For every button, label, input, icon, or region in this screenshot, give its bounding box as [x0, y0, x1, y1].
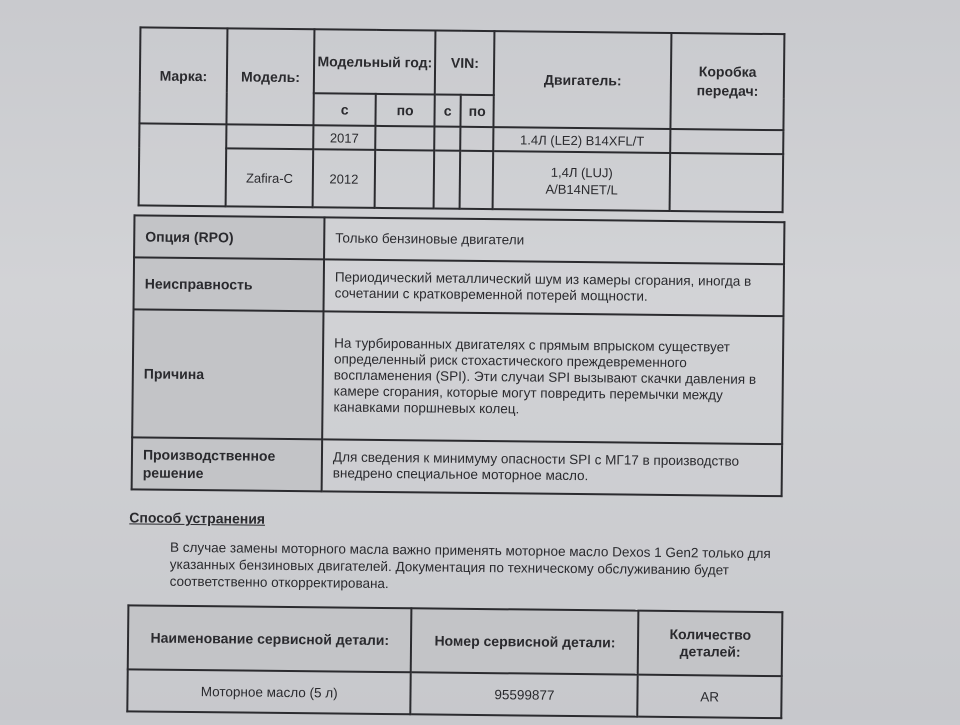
- table-row-1-year-to: [375, 126, 435, 151]
- part-qty: AR: [638, 675, 782, 719]
- header-gearbox: Коробка передач:: [671, 33, 785, 130]
- part-number: 95599877: [411, 672, 638, 716]
- header-part-name: Наименование сервисной детали:: [128, 605, 412, 672]
- fault-value: Периодический металлический шум из камеры сгорания, иногда в сочетании с кратковременной потерей мощности.: [324, 259, 785, 316]
- table-row-2-year-to: [374, 150, 434, 209]
- table-row-1-gearbox: [670, 129, 783, 154]
- header-brand: Марка:: [139, 27, 227, 124]
- brand-cell: [139, 123, 227, 206]
- vehicle-table: [138, 26, 786, 213]
- table-row-2-year-from: 2012: [313, 149, 375, 208]
- option-value: Только бензиновые двигатели: [324, 217, 784, 264]
- remedy-text: В случае замены моторного масла важно применять моторное масло Dexos 1 Gen2 только для указанных бензиновых двигателей. Документация по техническому обслуживанию будет соответственно откорректирована.: [169, 539, 771, 592]
- table-row-1-year-from: 2017: [313, 125, 375, 150]
- header-model: Модель:: [226, 28, 314, 125]
- info-table: [131, 214, 786, 497]
- remedy-title: Способ устранения: [129, 509, 266, 527]
- header-part-number: Номер сервисной детали:: [411, 608, 639, 674]
- header-vin-to: по: [460, 95, 494, 127]
- fault-label: Неисправность: [134, 257, 325, 311]
- table-row-2-engine: 1,4Л (LUJ) A/B14NET/L: [493, 151, 670, 211]
- header-vin: VIN:: [435, 31, 495, 96]
- header-year-to: по: [375, 94, 435, 127]
- table-row-2-model: Zafira-C: [226, 148, 314, 207]
- header-part-qty: Количество деталей:: [638, 611, 782, 677]
- table-row-1-vin-from: [434, 127, 460, 151]
- parts-table: [126, 604, 783, 719]
- table-row-1-engine: 1.4Л (LE2) B14XFL/T: [494, 127, 671, 153]
- table-row-1-model: [226, 124, 314, 149]
- part-name: Моторное масло (5 л): [127, 669, 411, 714]
- cause-label: Причина: [132, 309, 323, 439]
- production-solution-label: Производственное решение: [132, 437, 323, 491]
- table-row-2-vin-from: [434, 151, 460, 209]
- option-label: Опция (RPO): [134, 215, 324, 259]
- header-engine: Двигатель:: [494, 31, 672, 129]
- header-vin-from: с: [435, 95, 461, 127]
- cause-value: На турбированных двигателях с прямым впрыском существует определенный риск стохастического преждевременного воспламенения (SPI). Эти случаи SPI вызывают скачки давления в камере сгорания, которые могут повредить перемычки между канавками поршневых колец.: [322, 311, 783, 444]
- header-year-from: с: [314, 93, 376, 126]
- production-solution-value: Для сведения к минимуму опасности SPI с МГ17 в производство внедрено специальное моторное масло.: [322, 439, 783, 496]
- table-row-2-gearbox: [670, 153, 783, 212]
- table-row-1-vin-to: [460, 127, 494, 151]
- header-model-year: Модельный год:: [314, 29, 436, 94]
- table-row-2-vin-to: [459, 151, 493, 209]
